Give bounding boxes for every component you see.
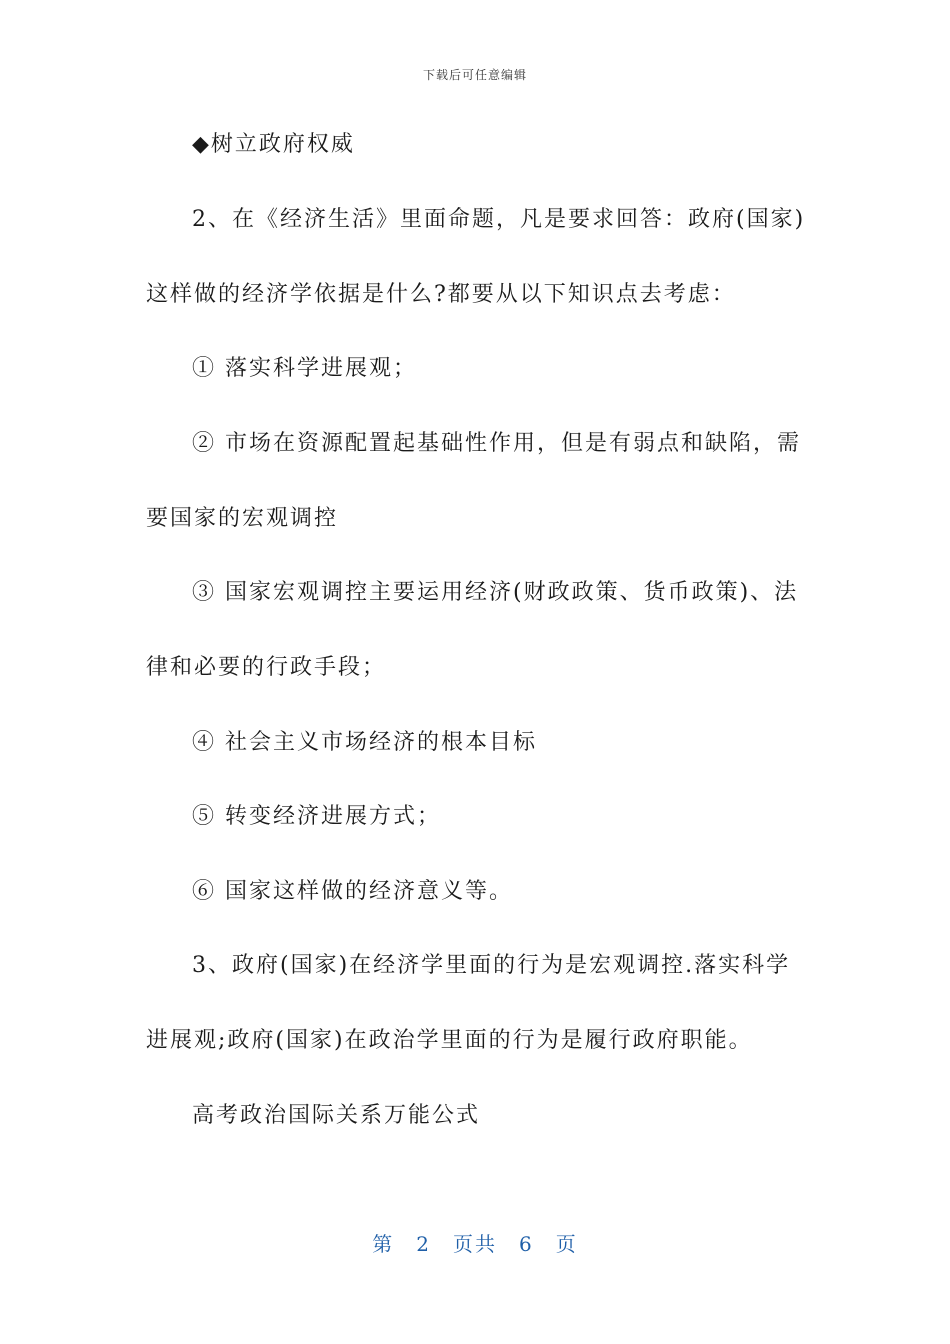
body-line-9: ④ 社会主义市场经济的根本目标 — [192, 730, 537, 755]
body-line-10: ⑤ 转变经济进展方式； — [192, 804, 441, 829]
body-line-4: ① 落实科学进展观； — [192, 356, 417, 381]
body-line-2: 2、在《经济生活》里面命题，凡是要求回答：政府(国家) — [192, 207, 806, 232]
body-line-8: 律和必要的行政手段； — [146, 655, 387, 680]
body-line-14: 高考政治国际关系万能公式 — [192, 1103, 481, 1128]
body-line-7: ③ 国家宏观调控主要运用经济(财政政策、货币政策)、法 — [192, 580, 799, 605]
footer-total-pages: 6 — [519, 1232, 534, 1256]
footer-suffix: 页 — [555, 1232, 578, 1256]
body-line-13: 进展观;政府(国家)在政治学里面的行为是履行政府职能。 — [146, 1028, 753, 1053]
body-line-11: ⑥ 国家这样做的经济意义等。 — [192, 879, 513, 904]
body-line-6: 要国家的宏观调控 — [146, 506, 339, 531]
footer-prefix: 第 — [372, 1232, 395, 1256]
footer-current-page: 2 — [416, 1232, 431, 1256]
page-footer — [0, 1228, 950, 1257]
body-line-3: 这样做的经济学依据是什么?都要从以下知识点去考虑： — [146, 282, 736, 307]
body-line-5: ② 市场在资源配置起基础性作用，但是有弱点和缺陷，需 — [192, 431, 801, 456]
footer-middle: 页共 — [453, 1232, 497, 1256]
body-line-12: 3、政府(国家)在经济学里面的行为是宏观调控.落实科学 — [192, 953, 791, 978]
body-line-1: ◆树立政府权威 — [192, 132, 355, 157]
page-header-note: 下载后可任意编辑 — [422, 68, 527, 82]
